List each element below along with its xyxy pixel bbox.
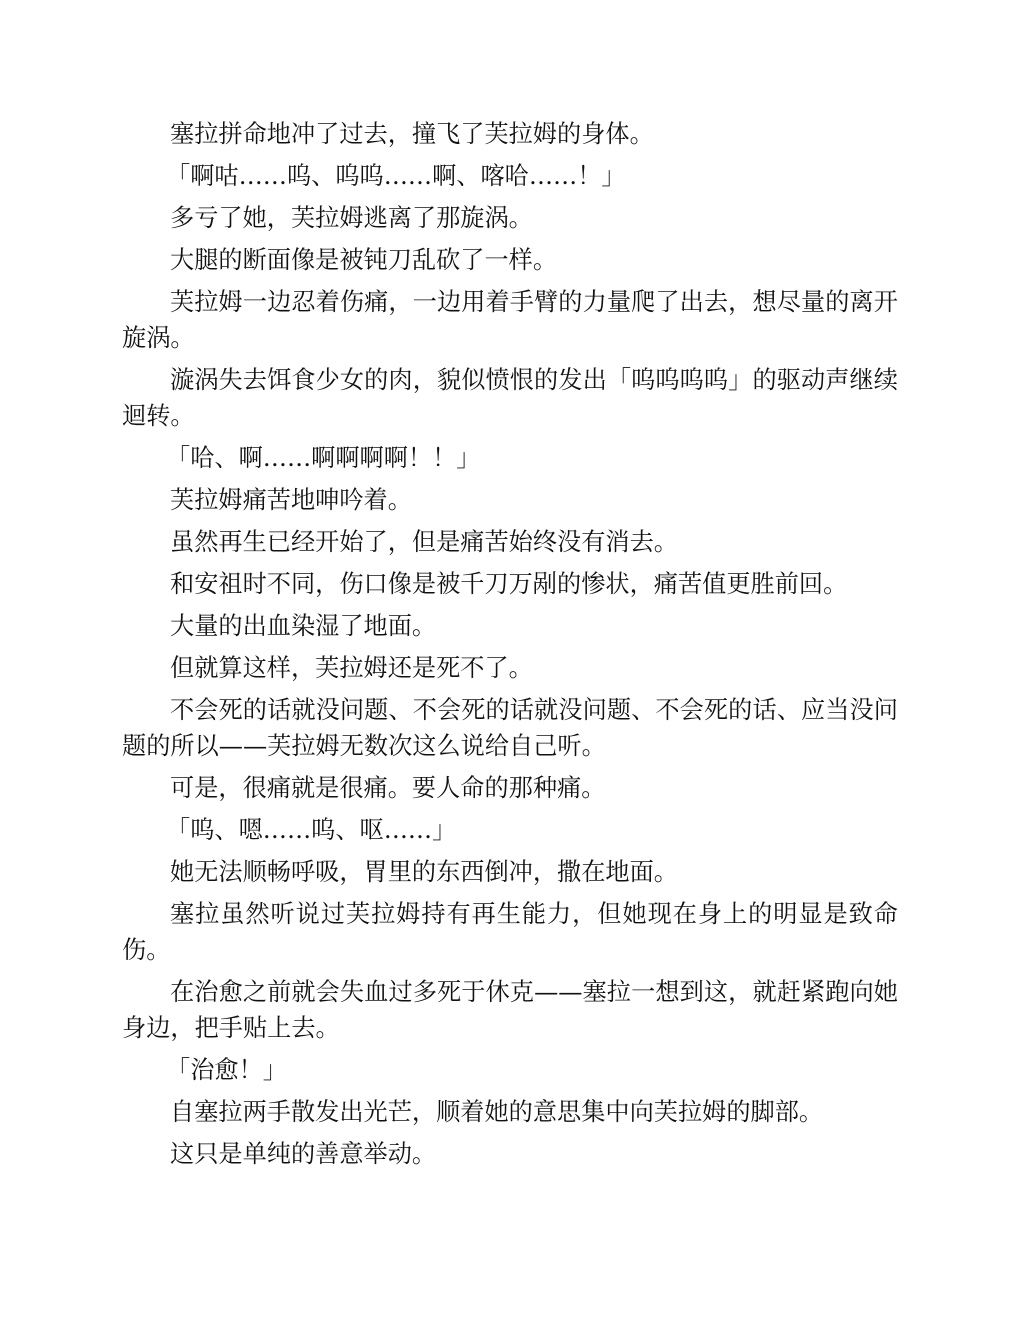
paragraph: 和安祖时不同，伤口像是被千刀万剐的惨状，痛苦值更胜前回。 <box>170 570 848 598</box>
dialogue-line: 「治愈！」 <box>166 1056 287 1084</box>
paragraph: 大腿的断面像是被钝刀乱砍了一样。 <box>170 246 558 274</box>
paragraph: 自塞拉两手散发出光芒，顺着她的意思集中向芙拉姆的脚部。 <box>170 1098 824 1126</box>
paragraph: 大量的出血染湿了地面。 <box>170 612 437 640</box>
paragraph: 这只是单纯的善意举动。 <box>170 1140 437 1168</box>
paragraph: 芙拉姆痛苦地呻吟着。 <box>170 486 412 514</box>
document-page <box>122 116 898 1178</box>
dialogue-line: 「啊咕……呜、呜呜……啊、喀哈……！」 <box>166 162 626 190</box>
paragraph: 在治愈之前就会失血过多死于休克——塞拉一想到这，就赶紧跑向她身边，把手贴上去。 <box>122 978 898 1042</box>
paragraph: 她无法顺畅呼吸，胃里的东西倒冲，撒在地面。 <box>170 858 678 886</box>
paragraph: 虽然再生已经开始了，但是痛苦始终没有消去。 <box>170 528 678 556</box>
paragraph: 漩涡失去饵食少女的肉，貌似愤恨的发出「呜呜呜呜」的驱动声继续迴转。 <box>122 366 898 430</box>
paragraph: 不会死的话就没问题、不会死的话就没问题、不会死的话、应当没问题的所以——芙拉姆无数次这么说给自己听。 <box>122 696 898 760</box>
paragraph: 芙拉姆一边忍着伤痛，一边用着手臂的力量爬了出去，想尽量的离开旋涡。 <box>122 288 898 352</box>
paragraph: 可是，很痛就是很痛。要人命的那种痛。 <box>170 774 606 802</box>
dialogue-line: 「呜、嗯……呜、呕……」 <box>166 816 457 844</box>
dialogue-line: 「哈、啊……啊啊啊啊！！」 <box>166 444 481 472</box>
paragraph: 多亏了她，芙拉姆逃离了那旋涡。 <box>170 204 533 232</box>
paragraph: 但就算这样，芙拉姆还是死不了。 <box>170 654 533 682</box>
paragraph: 塞拉拼命地冲了过去，撞飞了芙拉姆的身体。 <box>170 120 654 148</box>
paragraph: 塞拉虽然听说过芙拉姆持有再生能力，但她现在身上的明显是致命伤。 <box>122 900 898 964</box>
